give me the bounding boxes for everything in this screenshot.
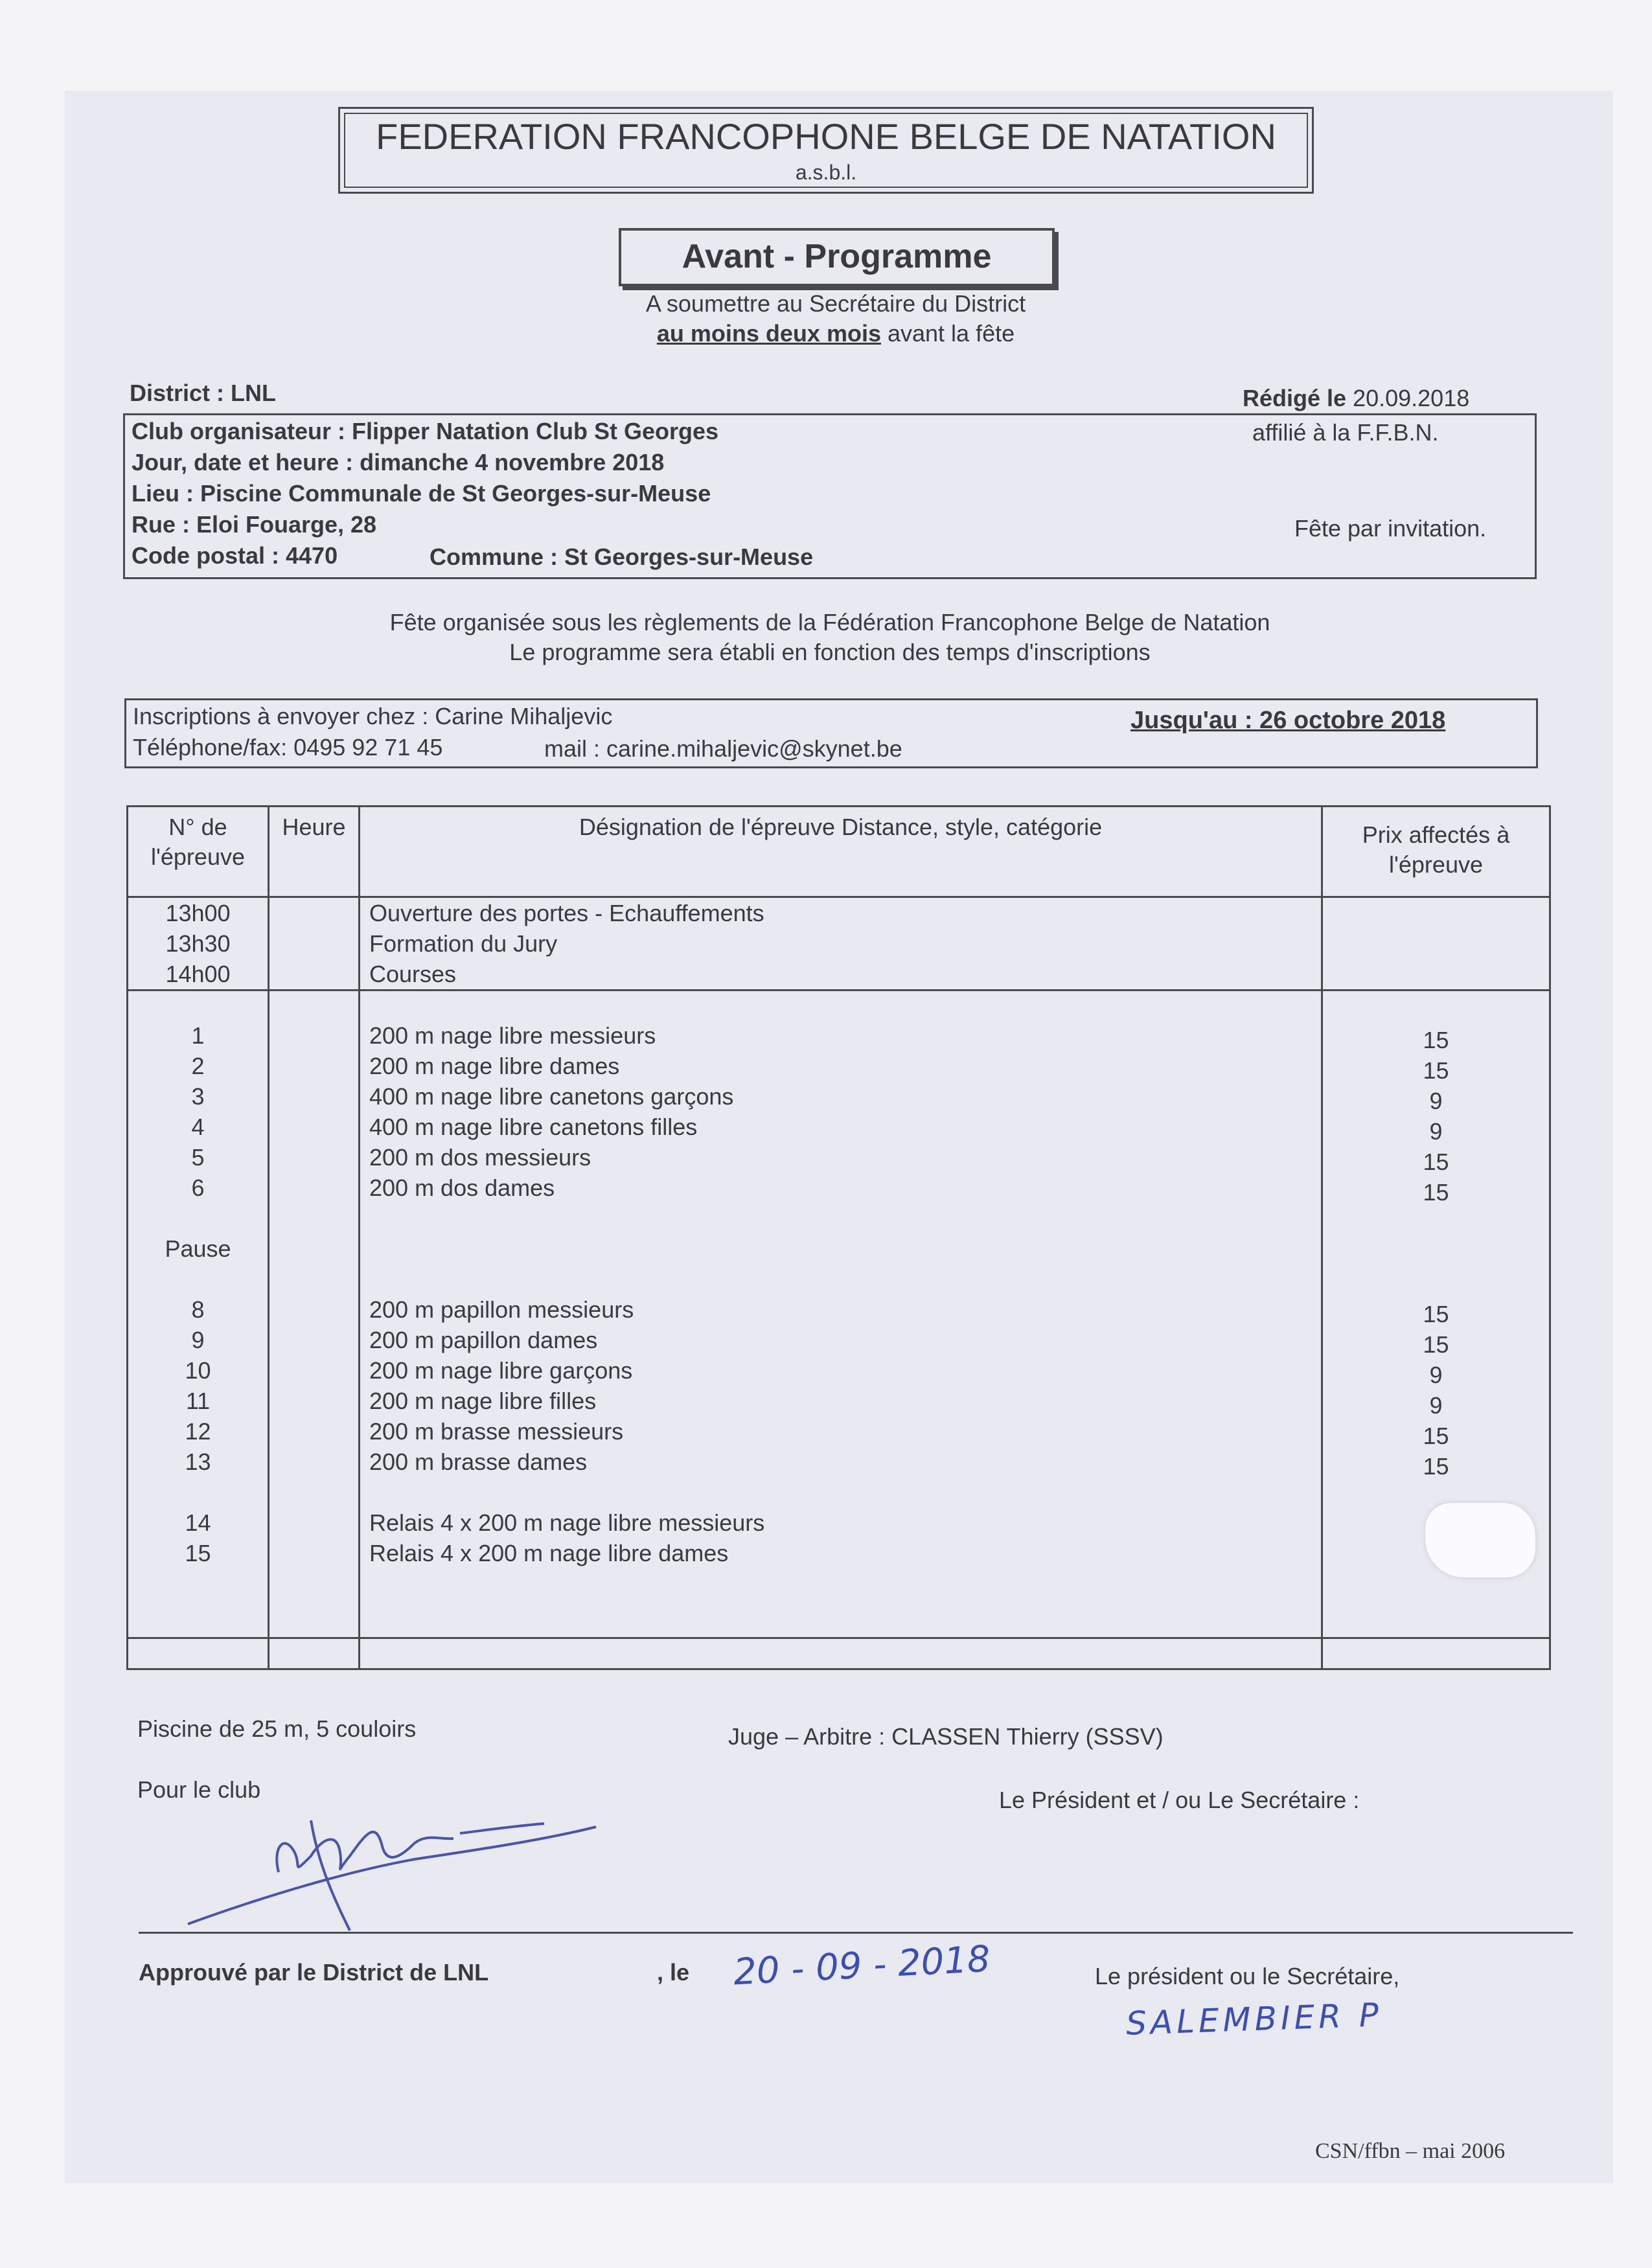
events-row: [128, 991, 1550, 1638]
event-prix: 9: [1429, 1118, 1443, 1145]
president-secretaire-label: Le président ou le Secrétaire,: [1095, 1963, 1400, 1989]
event-name: 200 m brasse dames: [369, 1449, 588, 1475]
event-prix: 9: [1429, 1088, 1443, 1114]
table-empty-row: [128, 1638, 1550, 1669]
event-num: 11: [185, 1388, 211, 1414]
event-name: 200 m brasse messieurs: [369, 1418, 624, 1445]
event-num: 4: [191, 1114, 205, 1140]
federation-title: FEDERATION FRANCOPHONE BELGE DE NATATION: [376, 116, 1276, 157]
federation-header-box: [338, 107, 1314, 194]
intro-time: 13h30: [165, 930, 231, 957]
event-num: 1: [191, 1022, 205, 1049]
event-name: 200 m dos dames: [369, 1174, 555, 1201]
event-name: 200 m papillon dames: [369, 1327, 598, 1353]
event-name: 400 m nage libre canetons filles: [369, 1114, 698, 1140]
submit-note-line2: [583, 320, 1088, 347]
date-prefix: , le: [657, 1959, 690, 1986]
piscine-info: Piscine de 25 m, 5 couloirs: [137, 1715, 417, 1742]
fete-invitation: Fête par invitation.: [1294, 515, 1487, 542]
inscriptions-mail: mail : carine.mihaljevic@skynet.be: [544, 735, 902, 762]
intro-item: Formation du Jury: [369, 930, 558, 957]
pour-le-club: Pour le club: [137, 1776, 261, 1803]
approval-date-handwritten: 20 - 09 - 2018: [732, 1938, 992, 1994]
submit-note-rest: avant la fête: [880, 320, 1015, 347]
header-designation: [360, 807, 1322, 897]
event-num: 9: [191, 1327, 205, 1353]
intro-item: Ouverture des portes - Echauffements: [369, 900, 764, 926]
event-prix: 15: [1423, 1331, 1449, 1358]
regles-line1: Fête organisée sous les règlements de la Fédération Francophone Belge de Natation: [389, 609, 1270, 636]
header-prix: [1322, 807, 1550, 897]
intro-time: 14h00: [165, 961, 231, 987]
club-commune: Commune : St Georges-sur-Meuse: [430, 544, 814, 570]
submit-note-emphasis: au moins deux mois: [656, 320, 881, 347]
club-jour: Jour, date et heure : dimanche 4 novembre 2018: [132, 449, 665, 475]
event-prix: 9: [1429, 1392, 1443, 1419]
intro-row: [128, 897, 1550, 991]
inscriptions-box: [124, 698, 1538, 768]
club-rue: Rue : Eloi Fouarge, 28: [132, 511, 377, 538]
federation-subtitle: a.s.b.l.: [795, 161, 857, 184]
event-name: 200 m nage libre dames: [369, 1053, 620, 1079]
events-names-cell: [360, 991, 1322, 1638]
event-name: Relais 4 x 200 m nage libre messieurs: [369, 1509, 765, 1536]
club-signature: [181, 1794, 609, 1937]
club-lieu: Lieu : Piscine Communale de St Georges-sur-Meuse: [132, 480, 711, 507]
event-name: Relais 4 x 200 m nage libre dames: [369, 1540, 729, 1566]
event-prix: 15: [1423, 1149, 1449, 1175]
intro-prix-cell: [1322, 897, 1550, 991]
event-num: 12: [185, 1418, 211, 1445]
affilie-text: affilié à la F.F.B.N.: [1252, 419, 1439, 446]
event-name: 200 m nage libre garçons: [369, 1357, 633, 1384]
header-numero: N° de l'épreuve: [128, 807, 269, 897]
intro-item: Courses: [369, 961, 457, 987]
event-name: 200 m nage libre filles: [369, 1388, 597, 1414]
event-prix: 15: [1423, 1057, 1449, 1084]
event-prix: 15: [1423, 1301, 1449, 1327]
inscriptions-chez: Inscriptions à envoyer chez : Carine Mihaljevic: [133, 703, 613, 729]
intro-times-cell: [128, 897, 269, 991]
header-prix-text: Prix affectés à l'épreuve: [1362, 821, 1510, 878]
correction-mark: [1425, 1503, 1535, 1577]
club-organisateur: Club organisateur : Flipper Natation Club St Georges: [132, 418, 719, 444]
form-reference: CSN/ffbn – mai 2006: [1315, 2139, 1506, 2163]
events-numbers-cell: [128, 991, 269, 1638]
intro-items-cell: [360, 897, 1322, 991]
table-header-row: [128, 807, 1550, 897]
inscriptions-deadline: Jusqu'au : 26 octobre 2018: [1130, 707, 1446, 734]
doc-title-box: [619, 228, 1055, 286]
approuve-label: Approuvé par le District de LNL: [139, 1959, 489, 1986]
event-name: 200 m dos messieurs: [369, 1144, 591, 1171]
club-info-box: [123, 413, 1537, 579]
event-name: 400 m nage libre canetons garçons: [369, 1083, 734, 1110]
event-num: 6: [191, 1174, 205, 1201]
footer-divider: [139, 1932, 1573, 1934]
event-num: 5: [191, 1144, 205, 1171]
event-prix: 15: [1423, 1179, 1449, 1206]
header-designation-text: Désignation de l'épreuve Distance, style, catégorie: [579, 814, 1103, 840]
event-num: 3: [191, 1083, 205, 1110]
district-label: District : LNL: [130, 380, 277, 406]
submit-note-line1: A soumettre au Secrétaire du District: [645, 290, 1026, 317]
doc-title: Avant - Programme: [682, 238, 992, 275]
regles-line2: Le programme sera établi en fonction des temps d'inscriptions: [509, 639, 1151, 665]
redige-label: Rédigé le: [1243, 385, 1347, 411]
event-prix: 15: [1423, 1423, 1449, 1449]
events-heure-cell: [269, 991, 360, 1638]
inscriptions-telephone: Téléphone/fax: 0495 92 71 45: [133, 734, 443, 761]
event-num: 14: [185, 1509, 211, 1536]
event-num: 2: [191, 1053, 205, 1079]
redige-date: 20.09.2018: [1346, 385, 1470, 411]
event-name: 200 m papillon messieurs: [369, 1296, 634, 1323]
club-code-postal: Code postal : 4470: [132, 542, 338, 569]
redige-line: [1243, 385, 1469, 412]
event-prix: 15: [1423, 1453, 1449, 1480]
header-heure: Heure: [269, 807, 360, 897]
president-label: Le Président et / ou Le Secrétaire :: [999, 1787, 1360, 1813]
event-num: 10: [185, 1357, 211, 1384]
programme-table: [126, 805, 1551, 1670]
pause-label: Pause: [165, 1235, 231, 1262]
event-num: 15: [185, 1540, 211, 1566]
intro-time: 13h00: [165, 900, 231, 926]
event-name: 200 m nage libre messieurs: [369, 1022, 656, 1049]
president-name-handwritten: SALEMBIER P: [1125, 1996, 1383, 2043]
event-prix: 15: [1423, 1027, 1449, 1053]
event-prix: 9: [1429, 1362, 1443, 1388]
juge-arbitre: Juge – Arbitre : CLASSEN Thierry (SSSV): [728, 1723, 1164, 1750]
event-num: 8: [191, 1296, 205, 1323]
event-num: 13: [185, 1449, 211, 1475]
intro-heure-cell: [269, 897, 360, 991]
